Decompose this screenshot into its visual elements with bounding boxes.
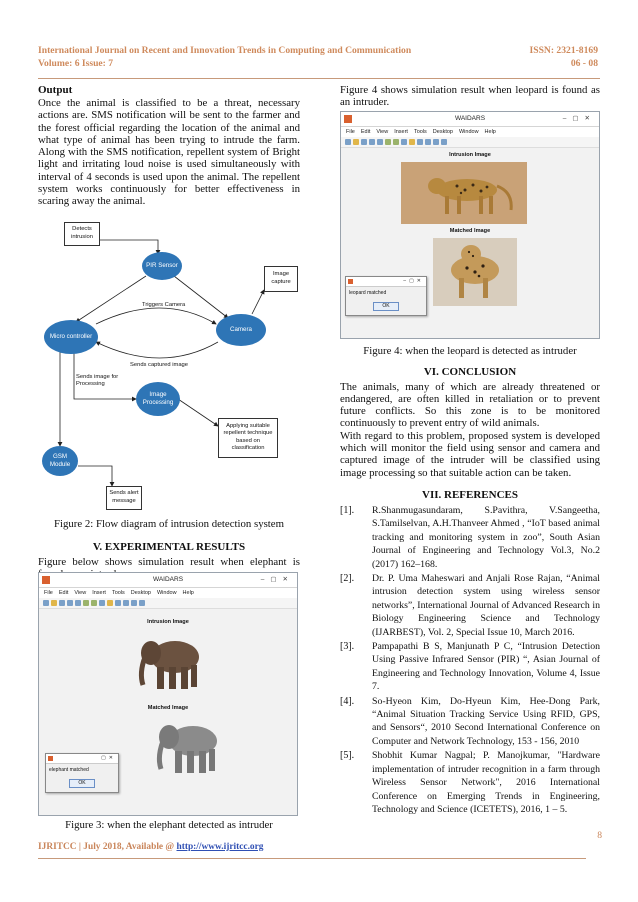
reference-text: R.Shanmugasundaram, S.Pavithra, V.Sangeetha, S.Tamilselvan, A.H.Thanveer Ahmed , “IoT based animal tracking and monitoring system in zoo”, South Asian Journal of Engineering and Technology Vol.3, No.2 (2017) 162–168. — [372, 504, 600, 570]
rotate-icon[interactable] — [107, 600, 113, 606]
running-header — [38, 44, 598, 74]
legend-icon[interactable] — [139, 600, 145, 606]
footer-link[interactable]: http://www.ijritcc.org — [176, 842, 264, 852]
reference-number: [4]. — [340, 695, 355, 707]
footer-rule — [38, 858, 586, 859]
reference-text: So-Hyeon Kim, Do-Hyeun Kim, Hee-Dong Park, “Animal Situation Tracking Service Using RFID, GPS, and Sensors“, 2010 Second International Conference on Computer and Network Technology, 153 - 156, 2010 — [372, 695, 600, 747]
brush-icon[interactable] — [123, 600, 129, 606]
matlab-icon — [344, 115, 352, 123]
colorbar-icon[interactable] — [433, 139, 439, 145]
fig4-matlab-window — [340, 111, 600, 339]
fig4-message-dialog — [345, 276, 427, 316]
dialog-controls-icon[interactable]: –▢✕ — [403, 277, 424, 284]
node-gsm-module: GSM Module — [42, 446, 78, 476]
menu-view[interactable]: View — [376, 128, 389, 135]
save-icon[interactable] — [59, 600, 65, 606]
datacursor-icon[interactable] — [115, 600, 121, 606]
fig4-toolbar — [341, 137, 599, 148]
box-detects-intrusion: Detects intrusion — [64, 222, 100, 246]
volume-issue: Volume: 6 Issue: 7 — [38, 58, 114, 69]
reference-number: [5]. — [340, 750, 355, 762]
label-triggers-camera: Triggers Camera — [142, 301, 186, 308]
box-alert-message: Sends alert message — [106, 486, 142, 510]
header-right — [530, 44, 599, 70]
dialog-controls-icon[interactable]: ▢✕ — [101, 755, 116, 761]
fig4-window-title: WAIDARS — [454, 114, 486, 122]
open-icon[interactable] — [353, 139, 359, 145]
window-controls-icon[interactable]: –▢✕ — [562, 114, 596, 122]
edge-camera-to-capture — [252, 290, 264, 314]
reference-number: [3]. — [340, 641, 355, 653]
right-column — [340, 84, 600, 817]
new-icon[interactable] — [43, 600, 49, 606]
window-controls-icon[interactable]: –▢✕ — [260, 576, 294, 583]
fig4-ok-button[interactable]: OK — [373, 302, 399, 311]
reference-item — [340, 640, 600, 694]
brush-icon[interactable] — [425, 139, 431, 145]
zoom-in-icon[interactable] — [83, 600, 89, 606]
menu-window[interactable]: Window — [156, 590, 177, 596]
edge-triggers-camera — [96, 308, 216, 324]
output-heading: Output — [38, 84, 73, 96]
edge-sends-captured — [96, 342, 218, 358]
fig4-menu-bar — [341, 127, 599, 137]
elephant-brown-image — [131, 629, 211, 699]
footer — [38, 842, 263, 852]
fig4-intrusion-image — [401, 162, 527, 224]
fig3-message-dialog — [45, 753, 119, 793]
fig3-menu-bar — [39, 588, 297, 598]
sec5-title: V. EXPERIMENTAL RESULTS — [92, 540, 246, 553]
label-sends-processing: Sends image for Processing — [76, 373, 119, 387]
label-sends-captured: Sends captured image — [130, 361, 189, 368]
fig3-intrusion-label: Intrusion Image — [147, 619, 189, 625]
menu-help[interactable]: Help — [182, 590, 194, 596]
sec6-title: VI. CONCLUSION — [423, 365, 517, 378]
print-icon[interactable] — [369, 139, 375, 145]
sec6-paragraph-2: With regard to this problem, proposed system is developed which will monitor the field using sensor and camera and captured image of the intruder will be classified using image processing so that suitable action can be taken. — [340, 429, 600, 479]
fig4-caption: Figure 4: when the leopard is detected as intruder — [363, 344, 577, 357]
fig4-intrusion-label: Intrusion Image — [449, 151, 491, 158]
fig3-intrusion-image — [131, 629, 211, 699]
edge-pir-to-camera — [174, 276, 228, 318]
fig2-caption: Figure 2: Flow diagram of intrusion detection system — [53, 517, 284, 530]
zoom-in-icon[interactable] — [385, 139, 391, 145]
fig4-intro: Figure 4 shows simulation result when leopard is found as an intruder. — [340, 84, 600, 109]
pointer-icon[interactable] — [377, 139, 383, 145]
zoom-out-icon[interactable] — [393, 139, 399, 145]
fig3-matched-label: Matched Image — [147, 705, 189, 711]
left-column — [38, 84, 300, 831]
node-micro-controller: Micro controller — [44, 320, 98, 354]
matlab-icon — [42, 576, 50, 584]
menu-edit[interactable]: Edit — [360, 128, 371, 135]
reference-text: Shobhit Kumar Nagpal; P. Manojkumar, "Hardware implementation of intruder recognition in a farm through Wireless Sensor Network", 2016 International Conference on Emerging Trends in Engineering, Technology and Science (ICETETS), 2016, 1 – 5. — [372, 750, 600, 815]
box-repellent: Applying suitable repellent technique based on classification — [218, 418, 278, 458]
fig4-title-bar — [341, 112, 599, 127]
reference-number: [1]. — [340, 504, 355, 516]
reference-text: Dr. P. Uma Maheswari and Anjali Rose Rajan, “Animal intrusion detection system using wireless sensor networks”, International Journal of Advanced Research in Biology Engineering Science and Technology (IJARBEST), Vol. 2, Special Issue 10, March 2016. — [372, 573, 600, 638]
fig4-dialog-message: leopard matched — [349, 289, 387, 296]
zoom-out-icon[interactable] — [91, 600, 97, 606]
fig3-caption: Figure 3: when the elephant detected as intruder — [65, 819, 273, 831]
fig3-toolbar — [39, 598, 297, 609]
reference-text: Pampapathi B S, Manjunath P C, “Intrusion Detection Using Passive Infrared Sensor (PIR) “, Asian Journal of Engineering and Technology Innovation, Volume 4, Issue 7. — [372, 641, 600, 693]
fig3-title-bar — [39, 573, 297, 588]
page-range: 06 - 08 — [570, 58, 598, 69]
flow-diagram — [38, 214, 300, 512]
sec7-title: VII. REFERENCES — [422, 488, 518, 501]
reference-list — [340, 504, 600, 816]
new-icon[interactable] — [345, 139, 351, 145]
menu-desktop[interactable]: Desktop — [432, 128, 453, 135]
print-icon[interactable] — [67, 600, 73, 606]
fig3-ok-button[interactable]: OK — [69, 779, 95, 788]
menu-file[interactable]: File — [346, 128, 355, 135]
fig3-window-title: WAIDARS — [152, 576, 184, 583]
menu-view[interactable]: View — [74, 590, 87, 596]
menu-insert[interactable]: Insert — [92, 590, 106, 596]
sec6-paragraph-1: The animals, many of which are already threatened or endangered, are often killed in retaliation or to prevent future conflicts. So this zone is to be monitored continuously to prevent entry of wild animals. — [340, 380, 600, 430]
reference-item — [340, 504, 600, 571]
legend-icon[interactable] — [441, 139, 447, 145]
sec5-paragraph: Figure below shows simulation result when elephant is — [38, 555, 300, 568]
leopard-image — [401, 162, 527, 224]
colorbar-icon[interactable] — [131, 600, 137, 606]
leopard-matched-image — [433, 238, 517, 306]
header-left — [38, 44, 411, 70]
menu-window[interactable]: Window — [458, 128, 479, 135]
fig4-dialog-title — [346, 277, 426, 287]
fig3-dialog-title — [46, 754, 118, 764]
journal-name: International Journal on Recent and Innovation Trends in Computing and Communication — [38, 45, 412, 56]
menu-insert[interactable]: Insert — [394, 128, 408, 135]
pan-icon[interactable] — [401, 139, 407, 145]
menu-desktop[interactable]: Desktop — [130, 590, 151, 596]
menu-help[interactable]: Help — [484, 128, 496, 135]
reference-item — [340, 695, 600, 749]
menu-tools[interactable]: Tools — [413, 128, 427, 135]
node-image-processing: Image Processing — [136, 382, 180, 416]
save-icon[interactable] — [361, 139, 367, 145]
node-pir-sensor: PIR Sensor — [142, 252, 182, 280]
header-rule — [38, 78, 600, 79]
page-number: 8 — [597, 830, 602, 841]
pointer-icon[interactable] — [75, 600, 81, 606]
menu-edit[interactable]: Edit — [58, 590, 69, 596]
fig4-matched-label: Matched Image — [449, 227, 491, 234]
matlab-icon — [48, 756, 53, 761]
issn: ISSN: 2321-8169 — [529, 45, 598, 56]
fig3-dialog-message: elephant matched — [49, 767, 89, 773]
rotate-icon[interactable] — [409, 139, 415, 145]
menu-file[interactable]: File — [44, 590, 53, 596]
output-paragraph: Once the animal is classified to be a threat, necessary actions are. SMS notification will be sent to the farmer and the forest official regarding the location of the animal and what type of animal has been trying to intrude the farm. Along with the SMS notification, repellent system of Bright light and irritating loud noise is used simultaneously with interval of 4 seconds is used upon the animal. The repellent system works continuously for better effectiveness in scaring away the animal. — [38, 97, 300, 208]
box-image-capture: Image capture — [264, 266, 298, 292]
matlab-icon — [348, 279, 353, 284]
node-camera: Camera — [216, 314, 266, 346]
fig4-matched-image — [433, 238, 517, 306]
menu-tools[interactable]: Tools — [111, 590, 125, 596]
edge-pir-to-micro — [76, 276, 146, 322]
datacursor-icon[interactable] — [417, 139, 423, 145]
edge-detects-to-pir — [98, 240, 158, 254]
reference-item — [340, 572, 600, 639]
edge-gsm-to-alert — [78, 466, 112, 486]
open-icon[interactable] — [51, 600, 57, 606]
reference-item — [340, 749, 600, 816]
pan-icon[interactable] — [99, 600, 105, 606]
footer-text: IJRITCC | July 2018, Available @ — [38, 842, 177, 852]
edge-imgproc-to-repellent — [178, 399, 218, 426]
fig3-matched-image — [149, 715, 229, 781]
elephant-grey-image — [149, 715, 229, 781]
fig3-matlab-window — [38, 572, 298, 816]
reference-number: [2]. — [340, 573, 355, 584]
